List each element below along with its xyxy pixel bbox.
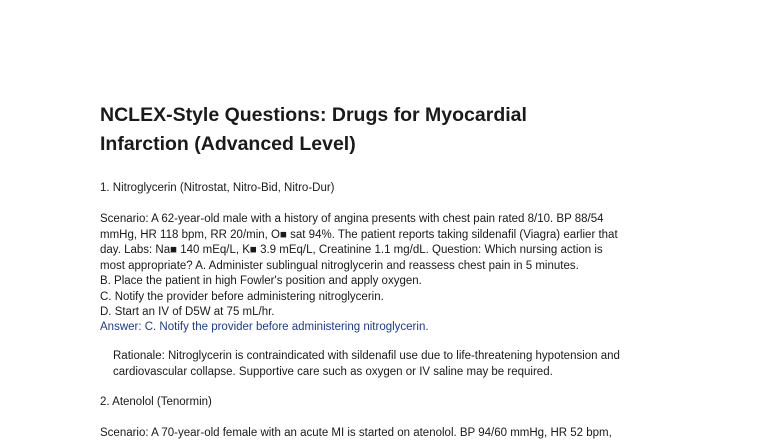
question-1-scenario-line-3: day. Labs: Na■ 140 mEq/L, K■ 3.9 mEq/L, Creatinine 1.1 mg/dL. Question: Which nursing action is <box>100 244 603 256</box>
question-2-scenario-line-1: Scenario: A 70-year-old female with an acute MI is started on atenolol. BP 94/60 mmHg, HR 52 bpm, <box>100 427 612 439</box>
question-1-answer: Answer: C. Notify the provider before administering nitroglycerin. <box>100 321 429 333</box>
title-line-2: Infarction (Advanced Level) <box>100 133 356 155</box>
question-1-option-c: C. Notify the provider before administering nitroglycerin. <box>100 290 384 303</box>
question-1-rationale-line-2: cardiovascular collapse. Supportive care such as oxygen or IV saline may be required. <box>113 365 553 378</box>
question-1-scenario-line-4: most appropriate? A. Administer sublingual nitroglycerin and reassess chest pain in 5 minutes. <box>100 259 579 272</box>
title-line-1: NCLEX-Style Questions: Drugs for Myocardial <box>100 104 527 126</box>
question-1-option-b: B. Place the patient in high Fowler's position and apply oxygen. <box>100 275 422 287</box>
question-2-heading: 2. Atenolol (Tenormin) <box>100 396 212 408</box>
question-1-scenario-line-2: mmHg, HR 118 bpm, RR 20/min, O■ sat 94%. The patient reports taking sildenafil (Viagra) earlier that <box>100 228 618 241</box>
question-1-scenario-line-1: Scenario: A 62-year-old male with a history of angina presents with chest pain rated 8/10. BP 88/54 <box>100 213 604 225</box>
question-1-heading: 1. Nitroglycerin (Nitrostat, Nitro-Bid, Nitro-Dur) <box>100 182 335 194</box>
question-1-option-d: D. Start an IV of D5W at 75 mL/hr. <box>100 306 275 318</box>
document-title <box>100 101 700 159</box>
question-1-rationale-line-1: Rationale: Nitroglycerin is contraindicated with sildenafil use due to life-threatening hypotension and <box>113 350 620 362</box>
